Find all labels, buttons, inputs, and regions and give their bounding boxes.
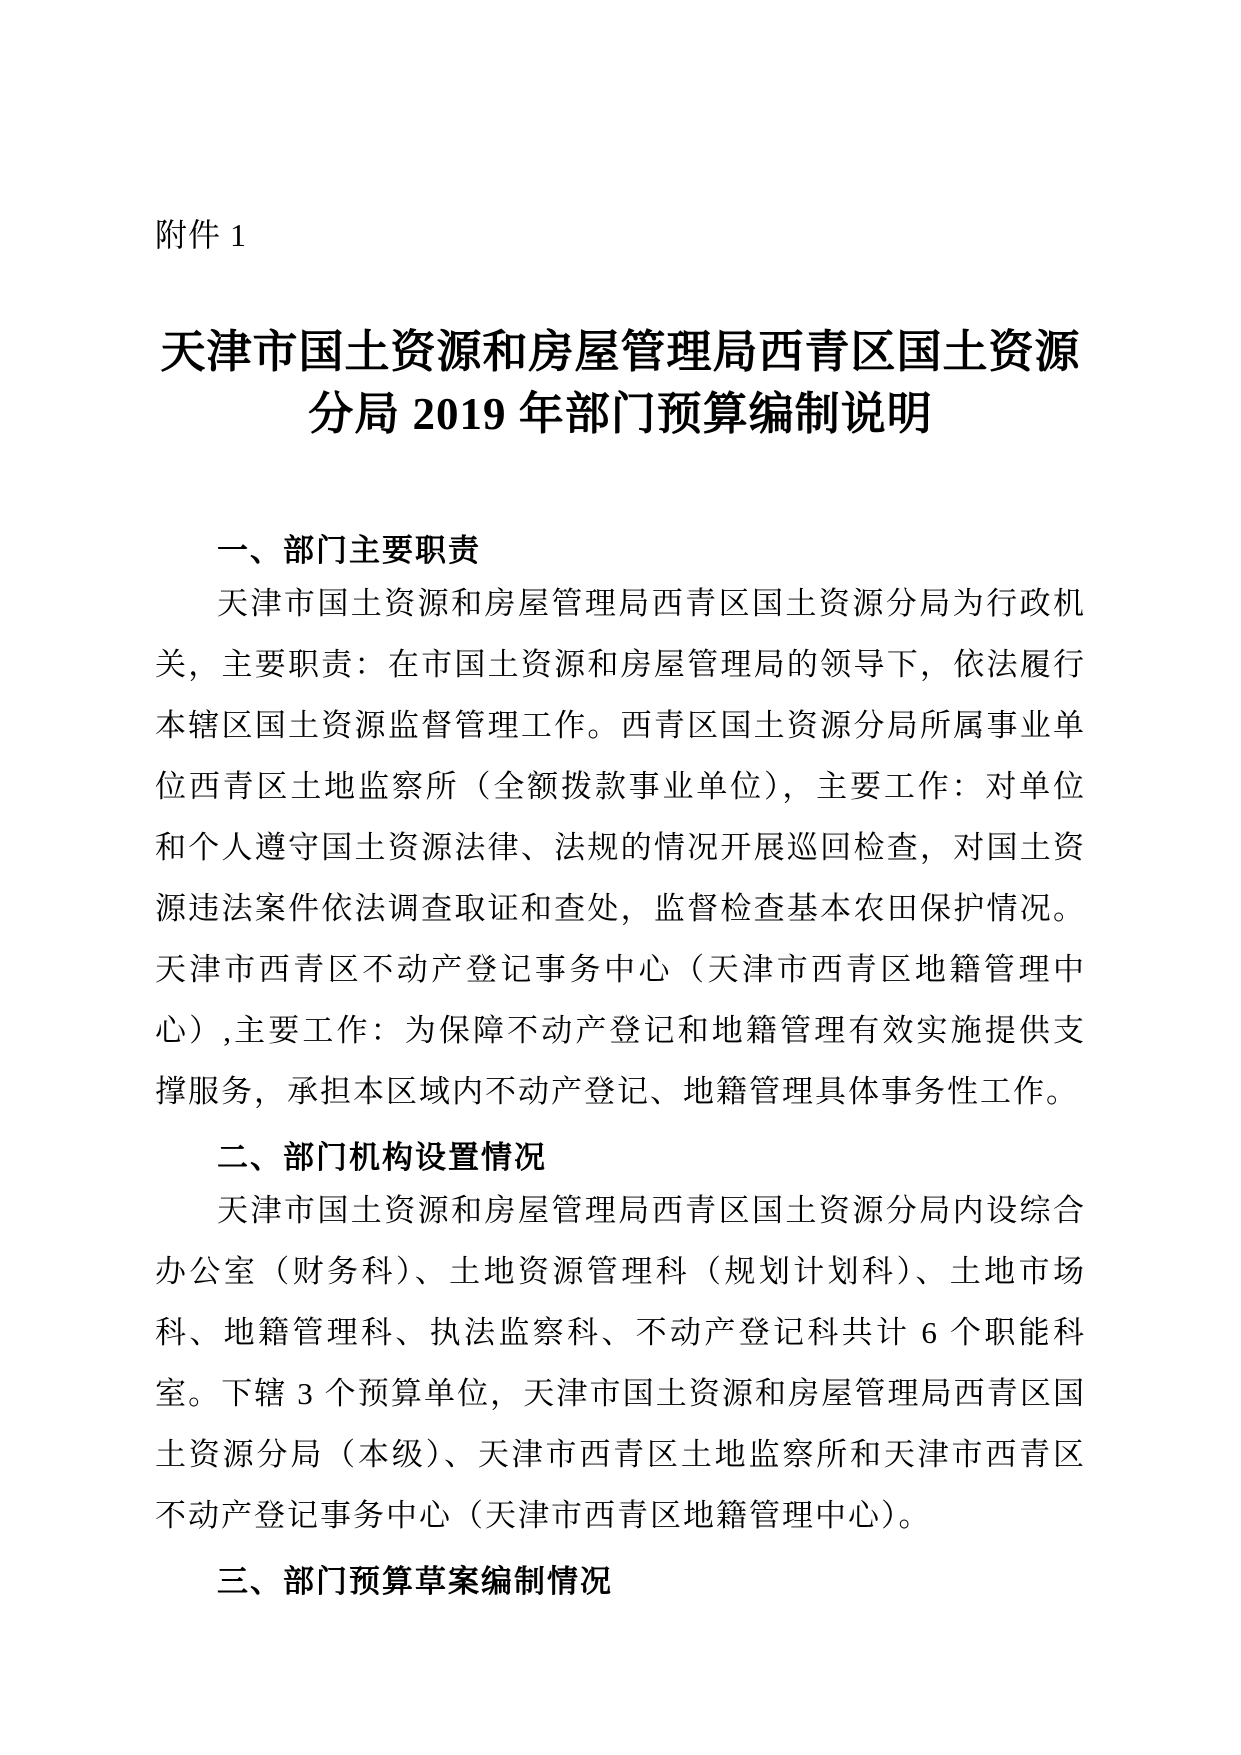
section-3-heading: 三、部门预算草案编制情况 — [217, 1564, 613, 1599]
section-1-paragraph: 天津市国土资源和房屋管理局西青区国土资源分局为行政机关，主要职责：在市国土资源和房屋管理局的领导下，依法履行本辖区国土资源监督管理工作。西青区国土资源分局所属事业单位西青区土地监察所（全额拨款事业单位），主要工作：对单位和个人遵守国土资源法律、法规的情况开展巡回检查，对国土资源违法案件依法调查取证和查处，监督检查基本农田保护情况。天津市西青区不动产登记事务中心（天津市西青区地籍管理中心）,主要工作：为保障不动产登记和地籍管理有效实施提供支撑服务，承担本区域内不动产登记、地籍管理具体事务性工作。 — [155, 586, 1086, 1109]
attachment-label: 附件 1 — [155, 217, 248, 253]
document-title — [155, 321, 1086, 445]
section-1-heading: 一、部门主要职责 — [217, 533, 481, 568]
document-title-line-1: 天津市国土资源和房屋管理局西青区国土资源 — [160, 327, 1081, 377]
document-title-line-2: 分局 2019 年部门预算编制说明 — [308, 389, 933, 439]
section-2-heading: 二、部门机构设置情况 — [217, 1140, 547, 1175]
section-2-paragraph: 天津市国土资源和房屋管理局西青区国土资源分局内设综合办公室（财务科）、土地资源管理科（规划计划科）、土地市场科、地籍管理科、执法监察科、不动产登记科共计 6 个职能科室。下辖 3 个预算单位，天津市国土资源和房屋管理局西青区国土资源分局（本级）、天津市西青区土地监察所和天津市西青区不动产登记事务中心（天津市西青区地籍管理中心）。 — [155, 1193, 1086, 1533]
